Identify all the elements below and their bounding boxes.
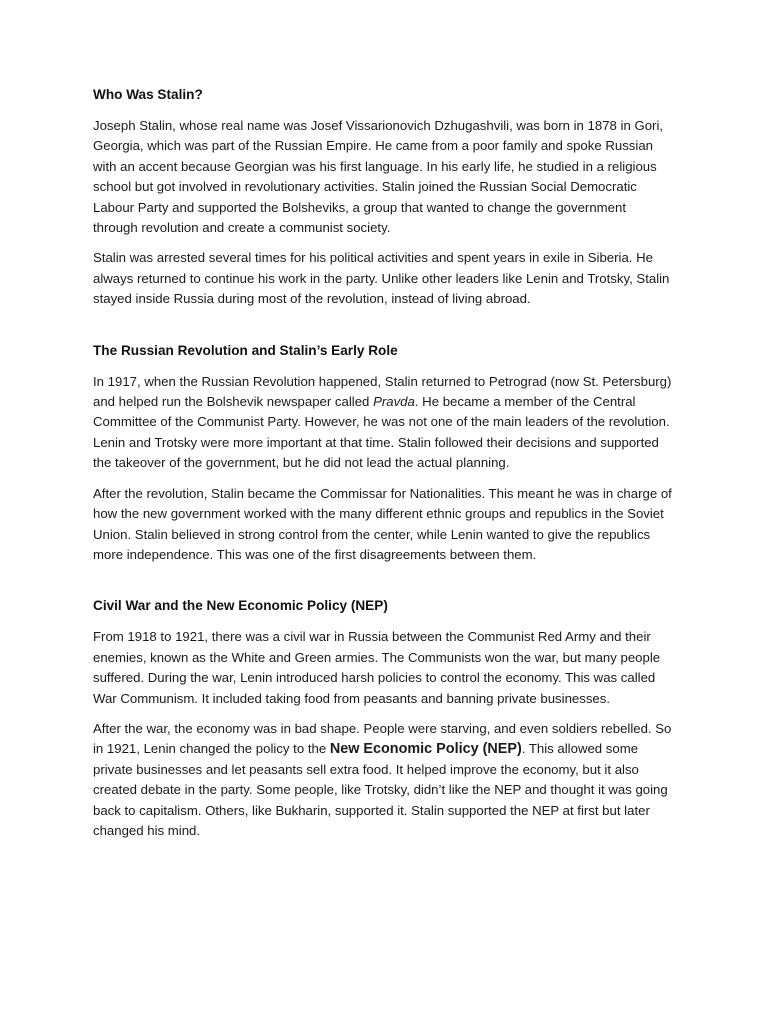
paragraph-text: . This allowed some private businesses and let peasants sell extra food. It helped improve the economy, but it also created debate in the party. Some people, like Trotsky, didn’t like the NEP and thought it was going back to capitalism. Others, like Bukharin, supported it. Stalin supported the NEP at first but later changed his mind. [93,741,668,838]
section-heading: Who Was Stalin? [93,87,203,102]
newspaper-title: Pravda [373,394,415,410]
section-civil-war-nep [93,595,673,841]
paragraph: After the revolution, Stalin became the Commissar for Nationalities. This meant he was in charge of how the new government worked with the many different ethnic groups and republics in the Soviet Union. Stalin believed in strong control from the center, while Lenin wanted to give the republics more independence. This was one of the first disagreements between them. [93,485,672,562]
section-who-was-stalin [93,84,673,310]
document-page [93,84,673,851]
section-heading: Civil War and the New Economic Policy (NEP) [93,598,388,614]
paragraph-text: . He became a member of the Central Committee of the Communist Party. However, he was not one of the main leaders of the revolution. Lenin and Trotsky were more important at that time. Stalin followed their decisions and supported the takeover of the government, but he did not lead the actual planning. [93,394,670,471]
paragraph: Stalin was arrested several times for his political activities and spent years in exile in Siberia. He always returned to continue his work in the party. Unlike other leaders like Lenin and Trotsky, Stalin stayed inside Russia during most of the revolution, instead of living abroad. [93,250,670,307]
paragraph [93,719,673,841]
emphasized-term: New Economic Policy (NEP) [329,741,522,758]
section-russian-revolution [93,340,673,566]
paragraph-text: In 1917, when the Russian Revolution happened, Stalin returned to Petrograd (now St. Petersburg) and helped run the Bolshevik newspaper called [93,373,672,410]
paragraph: From 1918 to 1921, there was a civil war in Russia between the Communist Red Army and their enemies, known as the White and Green armies. The Communists won the war, but many people suffered. During the war, Lenin introduced harsh policies to control the economy. This was called War Communism. It included taking food from peasants and banning private businesses. [93,629,661,706]
paragraph-text: After the war, the economy was in bad shape. People were starving, and even soldiers rebelled. So in 1921, Lenin changed the policy to the [93,720,672,757]
paragraph: Joseph Stalin, whose real name was Josef Vissarionovich Dzhugashvili, was born in 1878 in Gori, Georgia, which was part of the Russian Empire. He came from a poor family and spoke Russian with an accent because Georgian was his first language. In his early life, he studied in a religious school but got involved in revolutionary activities. Stalin joined the Russian Social Democratic Labour Party and supported the Bolsheviks, a group that wanted to change the government through revolution and create a communist society. [93,118,664,236]
section-heading: The Russian Revolution and Stalin’s Early Role [93,342,398,358]
paragraph [93,372,673,474]
